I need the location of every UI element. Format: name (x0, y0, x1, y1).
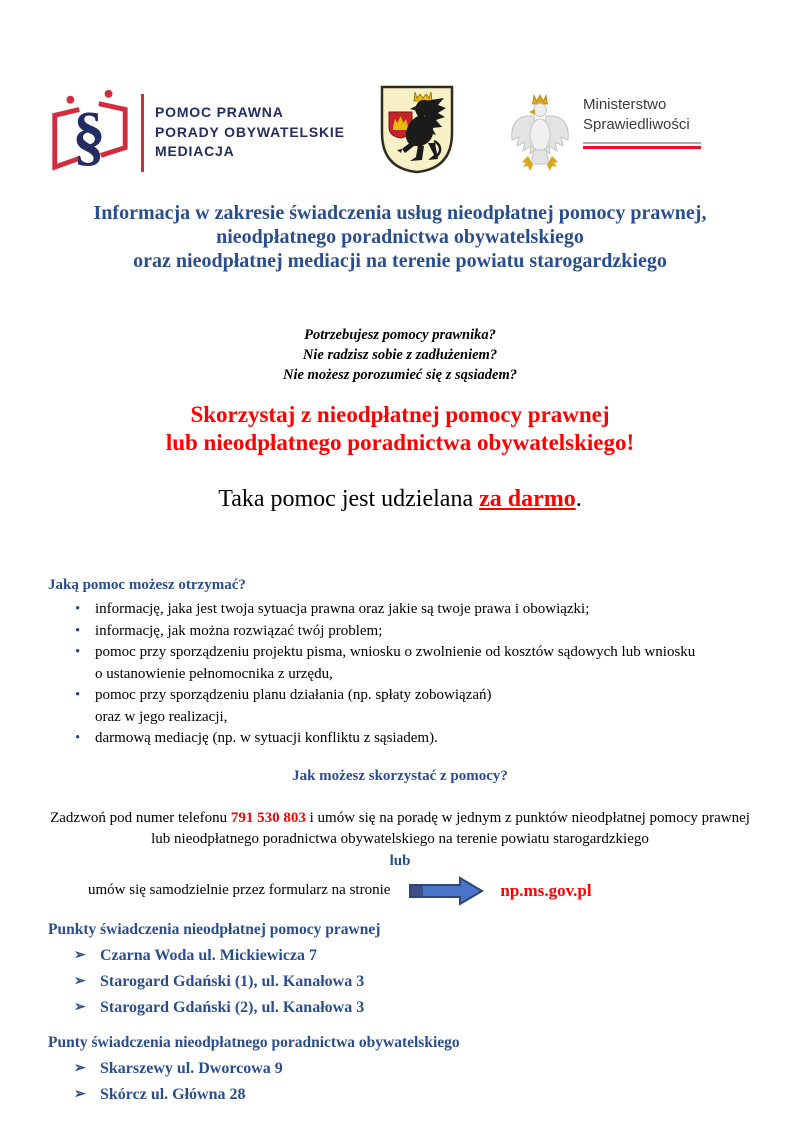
brand-line: PORADY OBYWATELSKIE (155, 123, 345, 140)
free-note-prefix: Taka pomoc jest udzielana (218, 486, 480, 512)
civic-points-list (48, 1056, 755, 1108)
legal-aid-points-section (48, 920, 755, 1021)
civic-points-heading: Punty świadczenia nieodpłatnego poradnictwa obywatelskiego (48, 1033, 460, 1051)
ministry-of-justice-logo (506, 90, 701, 179)
phone-text-before: Zadzwoń pod numer telefonu (50, 809, 231, 826)
bullet-text: • pomoc przy sporządzeniu projektu pisma, wniosku o zwolnienie od kosztów sądowych lub wniosku (95, 644, 696, 660)
help-section-heading: Jaką pomoc możesz otrzymać? (48, 577, 246, 593)
legal-aid-brand-logo (44, 84, 345, 181)
gray-rule (583, 142, 701, 144)
svg-text:§: § (72, 99, 106, 173)
red-rule (583, 146, 701, 149)
question-line: Potrzebujesz pomocy prawnika? (304, 327, 496, 343)
intro-questions (0, 325, 800, 385)
ministry-text-block (583, 90, 701, 179)
question-line: Nie radzisz sobie z zadłużeniem? (302, 347, 498, 363)
list-item (48, 621, 755, 643)
list-item (48, 685, 755, 728)
online-booking-row (88, 876, 800, 906)
list-item: ➢ Czarna Woda ul. Mickiewicza 7 (48, 943, 755, 969)
free-note-suffix: . (575, 486, 582, 512)
brand-line: MEDIACJA (155, 143, 235, 160)
free-note (0, 483, 800, 515)
bullet-text: • informację, jaka jest twoja sytuacja prawna oraz jakie są twoje prawa i obowiązki; (95, 601, 590, 617)
ministry-line: Ministerstwo (583, 96, 667, 113)
ministry-name (583, 95, 701, 135)
bullet-text: o ustanowienie pełnomocnika z urzędu, (95, 665, 333, 682)
bullet-text: • informację, jak można rozwiązać twój problem; (95, 622, 383, 639)
help-bullet-list (48, 599, 755, 750)
ministry-rule (583, 142, 701, 149)
polish-eagle-icon (506, 90, 574, 179)
cta-line: lub nieodpłatnego poradnictwa obywatelskiego! (165, 430, 635, 455)
ministry-line: Sprawiedliwości (583, 116, 690, 133)
legal-aid-brand-text (155, 103, 345, 162)
page-title (0, 201, 800, 273)
logo-divider (141, 94, 144, 172)
list-item: ➢ Skarszewy ul. Dworcowa 9 (48, 1056, 755, 1082)
phone-text-after: i umów się na poradę w jednym z punktów nieodpłatnej pomocy prawnej lub nieodpłatnego poradnictwa obywatelskiego na terenie powiatu starogardzkiego (151, 809, 750, 847)
help-section (48, 575, 755, 750)
how-section-heading: Jak możesz skorzystać z pomocy? (292, 767, 508, 784)
title-line: Informacja w zakresie świadczenia usług nieodpłatnej pomocy prawnej, (93, 202, 707, 224)
title-line: nieodpłatnego poradnictwa obywatelskiego (216, 226, 584, 248)
phone-number: 791 530 803 (230, 809, 306, 826)
cta-line: Skorzystaj z nieodpłatnej pomocy prawnej (190, 402, 610, 427)
bullet-text: oraz w jego realizacji, (95, 708, 228, 725)
civic-points-section (48, 1033, 755, 1108)
bullet-text: • darmową mediację (np. w sytuacji konfliktu z sąsiadem). (95, 730, 438, 746)
starogard-county-coat-of-arms-icon (378, 83, 456, 180)
free-note-highlight: za darmo (479, 486, 576, 512)
legal-aid-points-list (48, 943, 755, 1021)
list-item: ➢ Skórcz ul. Główna 28 (48, 1082, 755, 1108)
header-logos (0, 0, 800, 175)
list-item: ➢ Starogard Gdański (1), ul. Kanałowa 3 (48, 969, 755, 995)
cta-headline (0, 401, 800, 457)
question-line: Nie możesz porozumieć się z sąsiadem? (282, 367, 517, 383)
title-line: oraz nieodpłatnej mediacji na terenie powiatu starogardzkiego (133, 250, 667, 272)
phone-instruction (44, 808, 756, 850)
brand-line: POMOC PRAWNA (155, 104, 284, 121)
list-item (48, 728, 755, 750)
website-link[interactable]: np.ms.gov.pl (500, 880, 592, 900)
bullet-text: • pomoc przy sporządzeniu planu działania (np. spłaty zobowiązań) (95, 687, 492, 703)
online-instruction: umów się samodzielnie przez formularz na stronie (88, 882, 391, 898)
right-arrow-icon (408, 876, 484, 906)
or-label: lub (389, 852, 411, 869)
list-item: ➢ Starogard Gdański (2), ul. Kanałowa 3 (48, 995, 755, 1021)
legal-aid-points-heading: Punkty świadczenia nieodpłatnej pomocy prawnej (48, 920, 381, 938)
paragraph-section-icon (44, 84, 134, 181)
list-item (48, 642, 755, 685)
list-item (48, 599, 755, 621)
